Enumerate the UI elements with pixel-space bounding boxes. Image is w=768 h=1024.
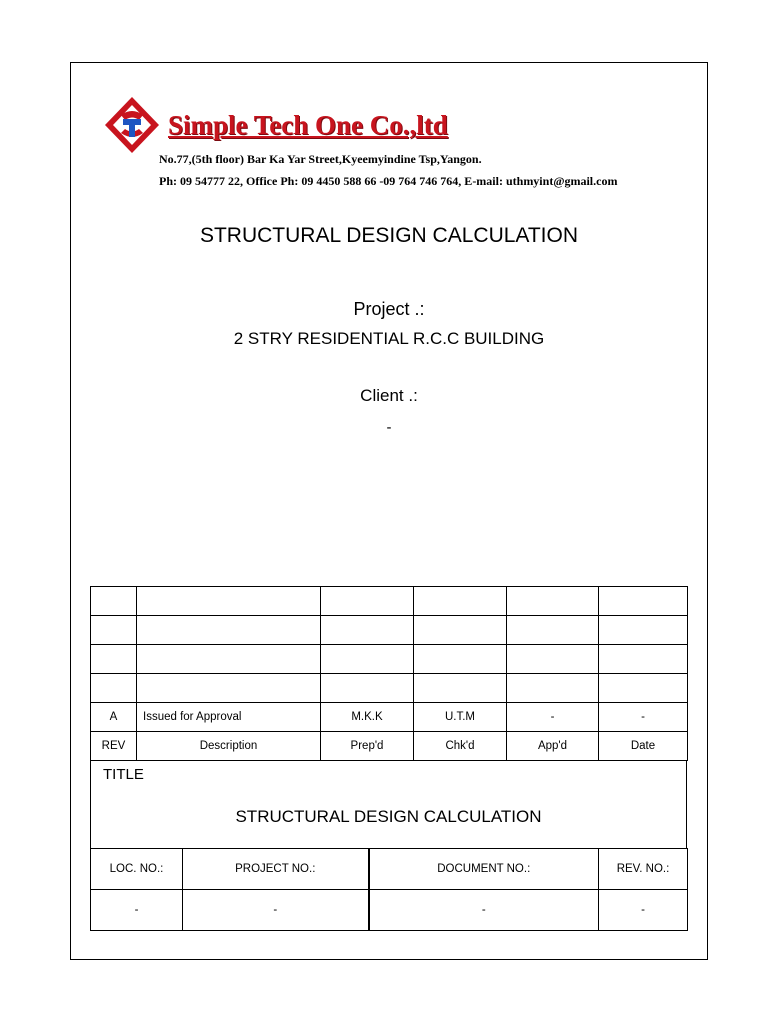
rev-cell — [91, 674, 137, 703]
rev-cell — [91, 645, 137, 674]
project-label: Project .: — [353, 299, 425, 319]
prepared-header: Prep'd — [321, 732, 414, 761]
prepared-cell — [321, 645, 414, 674]
checked-cell — [414, 645, 507, 674]
date-cell — [599, 587, 688, 616]
approved-header: App'd — [507, 732, 599, 761]
title-block — [90, 761, 687, 849]
date-cell — [599, 674, 688, 703]
checked-cell: U.T.M — [414, 703, 507, 732]
approved-cell: - — [507, 703, 599, 732]
description-cell — [137, 674, 321, 703]
approved-cell — [507, 674, 599, 703]
rev-cell — [91, 587, 137, 616]
company-logo-icon — [101, 93, 163, 157]
client-label: Client .: — [360, 386, 418, 405]
description-cell — [137, 645, 321, 674]
description-cell — [137, 587, 321, 616]
title-value: STRUCTURAL DESIGN CALCULATION — [235, 807, 542, 826]
prepared-cell — [321, 587, 414, 616]
rev-cell: A — [91, 703, 137, 732]
loc-no-label: LOC. NO.: — [91, 849, 183, 890]
document-info-table — [90, 848, 688, 931]
company-address: No.77,(5th floor) Bar Ka Yar Street,Kyeemyindine Tsp,Yangon. — [159, 152, 482, 166]
title-label: TITLE — [103, 766, 144, 783]
approved-cell — [507, 587, 599, 616]
prepared-cell — [321, 616, 414, 645]
description-cell — [137, 616, 321, 645]
description-cell: Issued for Approval — [137, 703, 321, 732]
rev-cell — [91, 616, 137, 645]
approved-cell — [507, 616, 599, 645]
rev-header: REV — [91, 732, 137, 761]
date-cell — [599, 616, 688, 645]
checked-cell — [414, 674, 507, 703]
checked-header: Chk'd — [414, 732, 507, 761]
table-row — [91, 674, 688, 703]
table-header-row — [91, 732, 688, 761]
document-page — [70, 62, 708, 960]
prepared-cell — [321, 674, 414, 703]
project-no-value: - — [183, 890, 369, 931]
project-no-label: PROJECT NO.: — [183, 849, 369, 890]
table-row — [91, 645, 688, 674]
company-contact: Ph: 09 54777 22, Office Ph: 09 4450 588 66 -09 764 746 764, E-mail: uthmyint@gmail.com — [159, 174, 618, 188]
loc-no-value: - — [91, 890, 183, 931]
date-cell: - — [599, 703, 688, 732]
date-cell — [599, 645, 688, 674]
approved-cell — [507, 645, 599, 674]
document-no-value: - — [369, 890, 599, 931]
table-row — [91, 616, 688, 645]
date-header: Date — [599, 732, 688, 761]
prepared-cell: M.K.K — [321, 703, 414, 732]
checked-cell — [414, 616, 507, 645]
client-value: - — [386, 419, 392, 436]
table-row — [91, 703, 688, 732]
table-row — [91, 890, 688, 931]
project-name: 2 STRY RESIDENTIAL R.C.C BUILDING — [233, 329, 545, 348]
table-row — [91, 587, 688, 616]
company-name: Simple Tech One Co.,ltd — [168, 110, 448, 140]
description-header: Description — [137, 732, 321, 761]
table-row — [91, 849, 688, 890]
document-no-label: DOCUMENT NO.: — [369, 849, 599, 890]
checked-cell — [414, 587, 507, 616]
rev-no-value: - — [599, 890, 688, 931]
revision-table — [90, 586, 688, 761]
document-title: STRUCTURAL DESIGN CALCULATION — [199, 224, 579, 247]
rev-no-label: REV. NO.: — [599, 849, 688, 890]
